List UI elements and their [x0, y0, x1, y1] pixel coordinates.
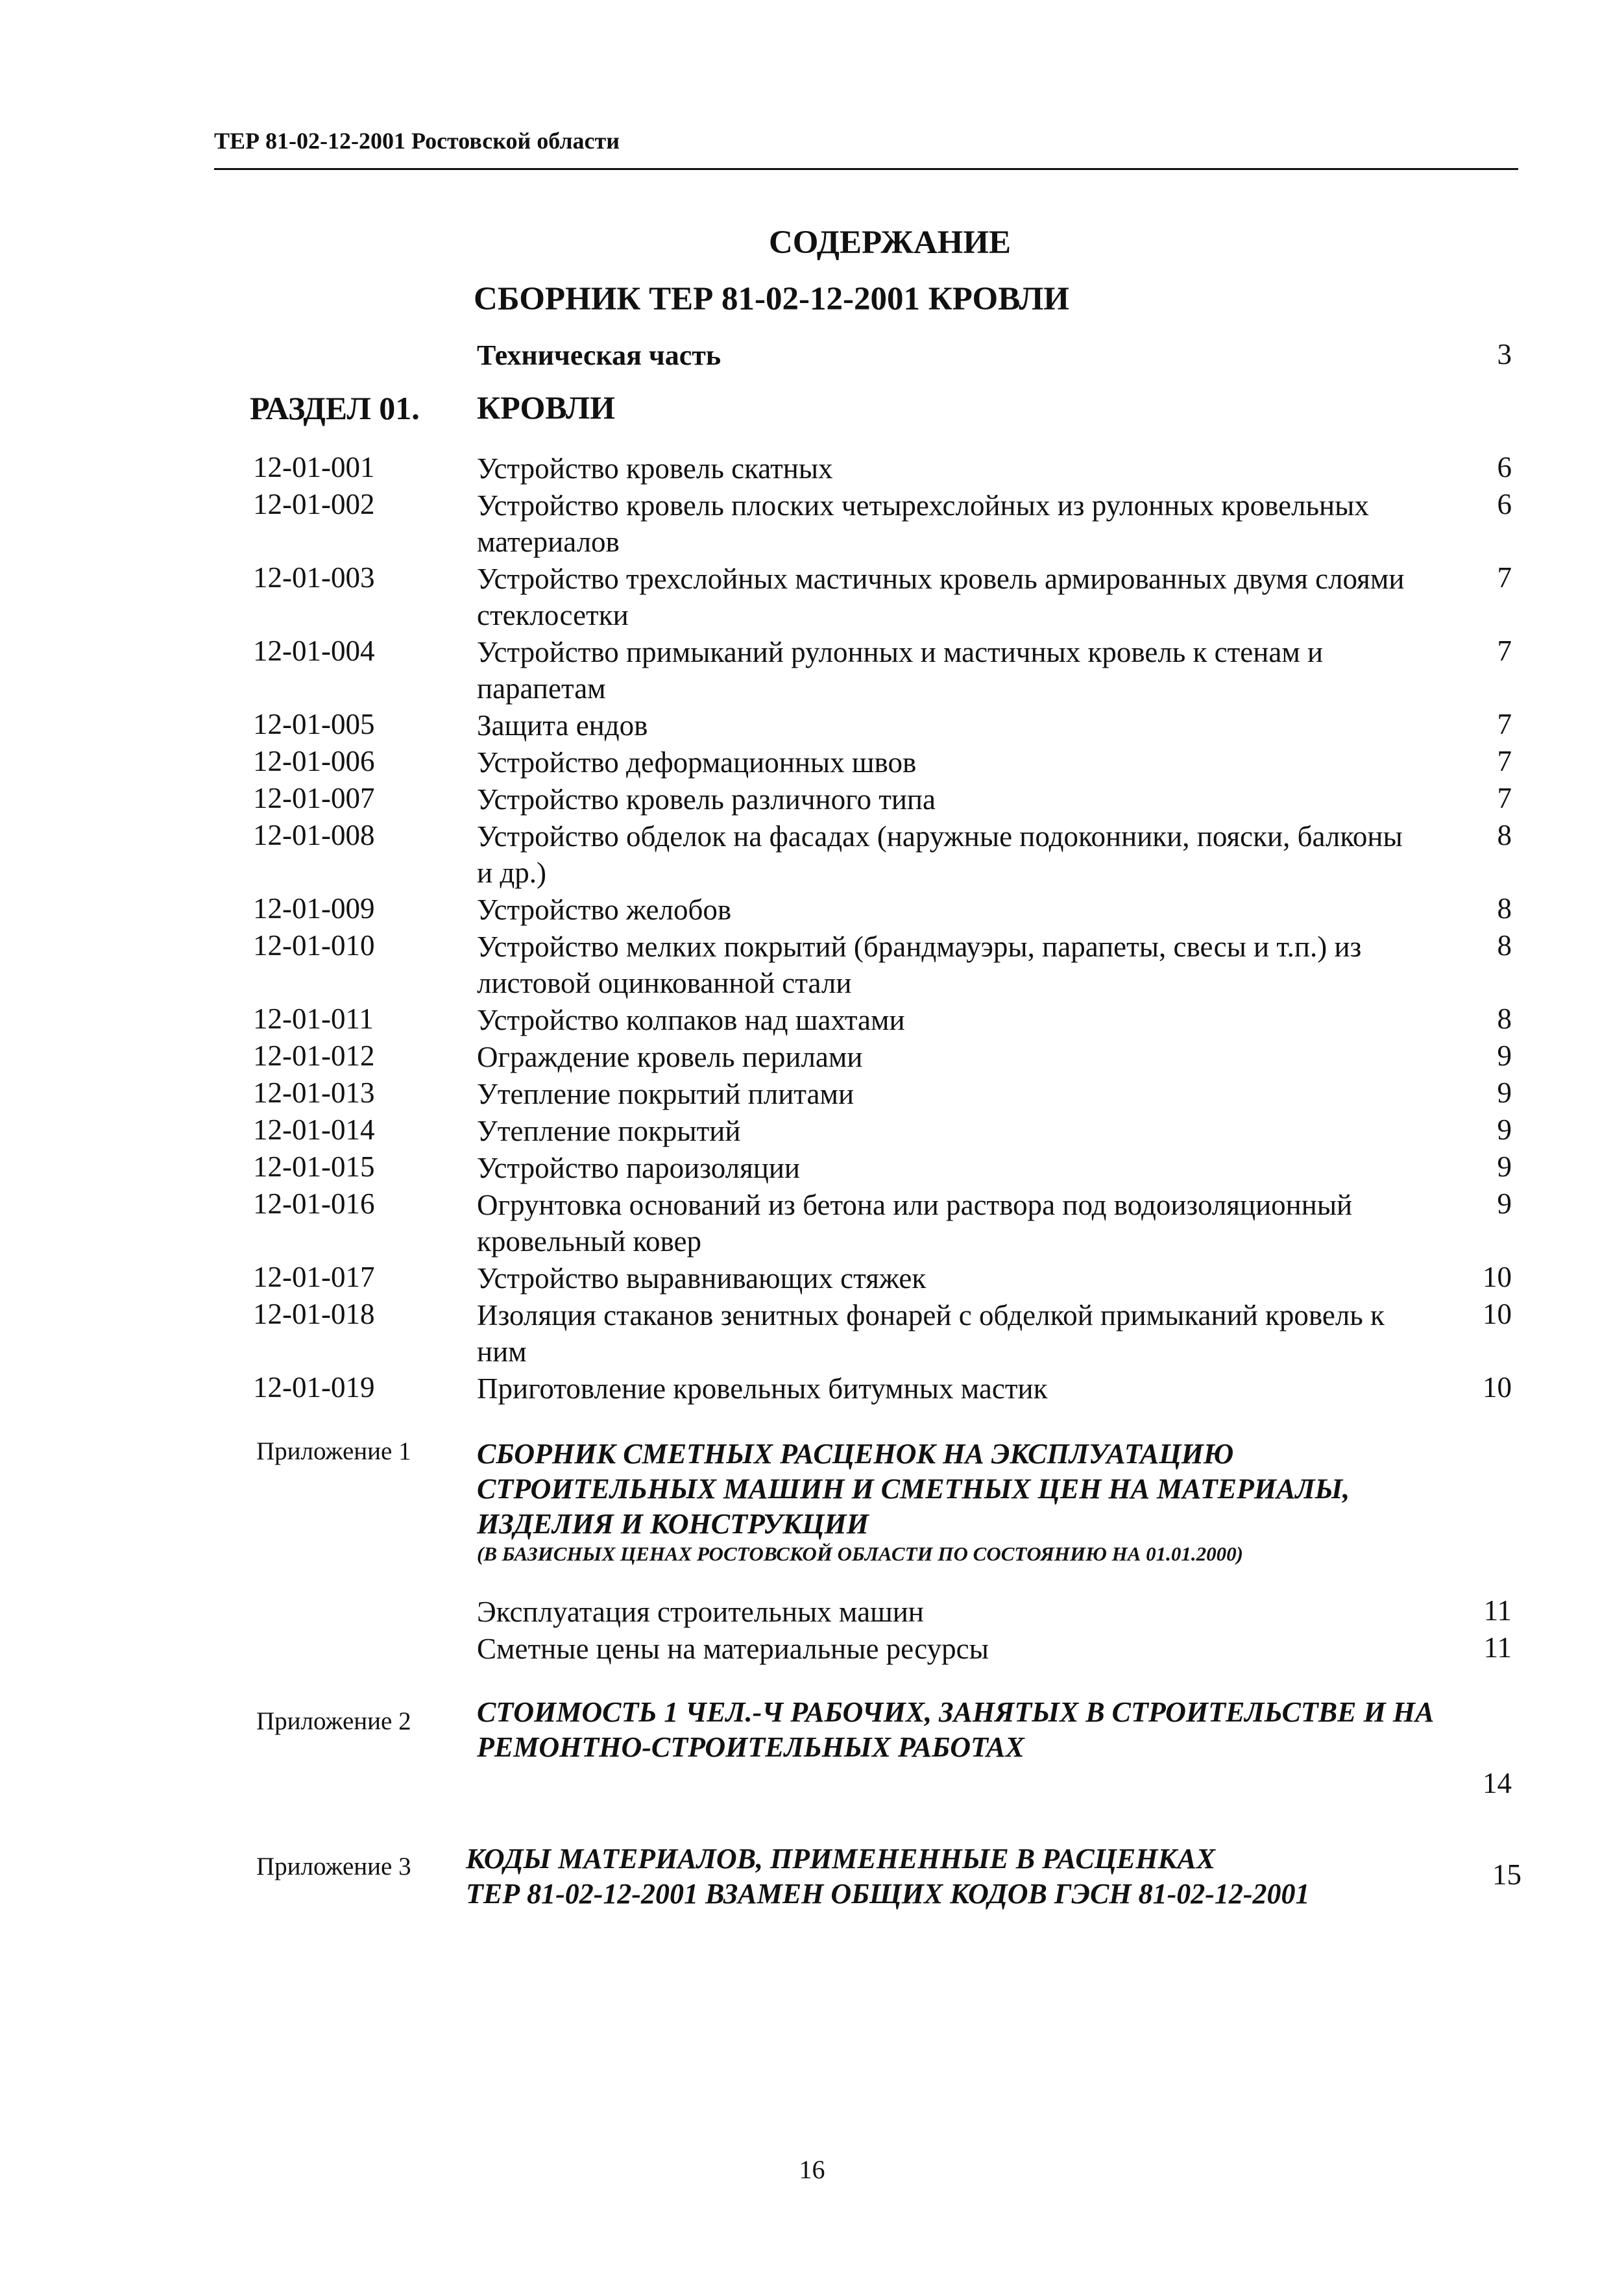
collection-title: СБОРНИК ТЕР 81-02-12-2001 КРОВЛИ — [474, 281, 1069, 317]
entry-page: 6 — [1497, 451, 1512, 483]
entry-text: Устройство примыканий рулонных и мастичных кровель к стенам и парапетам — [477, 636, 1324, 705]
entry-code: 12-01-016 — [253, 1187, 375, 1220]
entry-page: 11 — [1483, 1631, 1512, 1664]
header-rule — [214, 168, 1518, 170]
entry-code: 12-01-018 — [253, 1298, 375, 1330]
entry-page: 9 — [1497, 1187, 1512, 1220]
entry-text: Сметные цены на материальные ресурсы — [477, 1633, 989, 1665]
entry-page: 9 — [1497, 1076, 1512, 1109]
entry-code: 12-01-004 — [253, 635, 375, 667]
entry-page: 9 — [1497, 1150, 1512, 1183]
appendix-2-page: 14 — [1483, 1767, 1512, 1799]
entry-page: 11 — [1483, 1594, 1512, 1627]
entry-text: Защита ендов — [477, 709, 648, 742]
entry-page: 8 — [1497, 1003, 1512, 1035]
entry-text: Устройство желобов — [477, 894, 732, 926]
entry-page: 9 — [1497, 1113, 1512, 1146]
entry-text: Устройство кровель плоских четырехслойных из рулонных кровельных материалов — [477, 489, 1369, 558]
running-header: ТЕР 81-02-12-2001 Ростовской области — [214, 128, 620, 154]
entry-text: Приготовление кровельных битумных мастик — [477, 1372, 1048, 1405]
entry-page: 8 — [1497, 892, 1512, 925]
entry-text: Утепление покрытий — [477, 1115, 741, 1147]
contents-title: СОДЕРЖАНИЕ — [768, 225, 1012, 261]
entry-page: 7 — [1497, 745, 1512, 777]
entry-code: 12-01-007 — [253, 782, 375, 814]
appendix-1-label: Приложение 1 — [256, 1437, 411, 1465]
entry-page: 9 — [1497, 1040, 1512, 1072]
entry-text: Устройство пароизоляции — [477, 1152, 801, 1184]
entry-code: 12-01-017 — [253, 1261, 375, 1293]
entry-code: 12-01-006 — [253, 745, 375, 777]
entry-text: Устройство трехслойных мастичных кровель армированных двумя слоями стеклосетки — [477, 563, 1405, 631]
appendix-3-page: 15 — [1492, 1858, 1521, 1891]
entry-page: 10 — [1483, 1298, 1512, 1330]
entry-code: 12-01-014 — [253, 1113, 375, 1146]
entry-code: 12-01-001 — [253, 451, 375, 483]
entry-text: Ограждение кровель перилами — [477, 1041, 863, 1073]
page-number: 16 — [799, 2155, 825, 2184]
tech-part-page: 3 — [1497, 338, 1512, 371]
entry-code: 12-01-002 — [253, 488, 375, 520]
entry-code: 12-01-013 — [253, 1076, 375, 1109]
entry-page: 7 — [1497, 561, 1512, 594]
entry-code: 12-01-008 — [253, 819, 375, 851]
appendix-2-label: Приложение 2 — [256, 1707, 411, 1735]
entry-page: 7 — [1497, 708, 1512, 740]
entry-code: 12-01-011 — [253, 1003, 374, 1035]
entry-code: 12-01-009 — [253, 892, 375, 925]
appendix-3-label: Приложение 3 — [256, 1853, 411, 1880]
entry-text: Эксплуатация строительных машин — [477, 1596, 924, 1628]
appendix-3-title-line2: ТЕР 81-02-12-2001 ВЗАМЕН ОБЩИХ КОДОВ ГЭСН 81-02-12-2001 — [466, 1878, 1310, 1910]
entry-page: 10 — [1483, 1261, 1512, 1293]
appendix-1-title: СБОРНИК СМЕТНЫХ РАСЦЕНОК НА ЭКСПЛУАТАЦИЮ СТРОИТЕЛЬНЫХ МАШИН И СМЕТНЫХ ЦЕН НА МАТЕРИАЛЫ, ИЗДЕЛИЯ И КОНСТРУКЦИИ — [477, 1438, 1350, 1540]
section-code: РАЗДЕЛ 01. — [250, 390, 420, 426]
entry-text: Устройство кровель скатных — [477, 452, 833, 485]
appendix-2-title: СТОИМОСТЬ 1 ЧЕЛ.-Ч РАБОЧИХ, ЗАНЯТЫХ В СТРОИТЕЛЬСТВЕ И НА РЕМОНТНО-СТРОИТЕЛЬНЫХ РАБОТАХ — [477, 1696, 1435, 1763]
tech-part-label: Техническая часть — [477, 339, 721, 371]
entry-text: Огрунтовка оснований из бетона или раствора под водоизоляционный кровельный ковер — [477, 1189, 1353, 1258]
section-name: КРОВЛИ — [477, 389, 615, 426]
entry-code: 12-01-010 — [253, 929, 375, 962]
entry-text: Устройство обделок на фасадах (наружные подоконники, пояски, балконы и др.) — [477, 820, 1403, 889]
entry-text: Изоляция стаканов зенитных фонарей с обделкой примыканий кровель к ним — [477, 1299, 1385, 1368]
entry-text: Утепление покрытий плитами — [477, 1078, 854, 1110]
entry-text: Устройство деформационных швов — [477, 746, 917, 779]
entry-page: 7 — [1497, 782, 1512, 814]
entry-text: Устройство кровель различного типа — [477, 783, 936, 816]
entry-text: Устройство колпаков над шахтами — [477, 1004, 905, 1036]
entry-code: 12-01-015 — [253, 1150, 375, 1183]
appendix-3-title-line1: КОДЫ МАТЕРИАЛОВ, ПРИМЕНЕННЫЕ В РАСЦЕНКАХ — [466, 1843, 1216, 1875]
entry-code: 12-01-019 — [253, 1371, 375, 1404]
appendix-1-note: (В БАЗИСНЫХ ЦЕНАХ РОСТОВСКОЙ ОБЛАСТИ ПО СОСТОЯНИЮ НА 01.01.2000) — [477, 1542, 1243, 1565]
entry-page: 10 — [1483, 1371, 1512, 1404]
entry-text: Устройство мелких покрытий (брандмауэры, парапеты, свесы и т.п.) из листовой оцинкованной стали — [477, 930, 1362, 999]
entry-code: 12-01-003 — [253, 561, 375, 594]
entry-page: 8 — [1497, 819, 1512, 851]
entry-page: 6 — [1497, 488, 1512, 520]
entry-page: 8 — [1497, 929, 1512, 962]
entry-page: 7 — [1497, 635, 1512, 667]
entry-code: 12-01-005 — [253, 708, 375, 740]
entry-text: Устройство выравнивающих стяжек — [477, 1262, 927, 1295]
entry-code: 12-01-012 — [253, 1040, 375, 1072]
